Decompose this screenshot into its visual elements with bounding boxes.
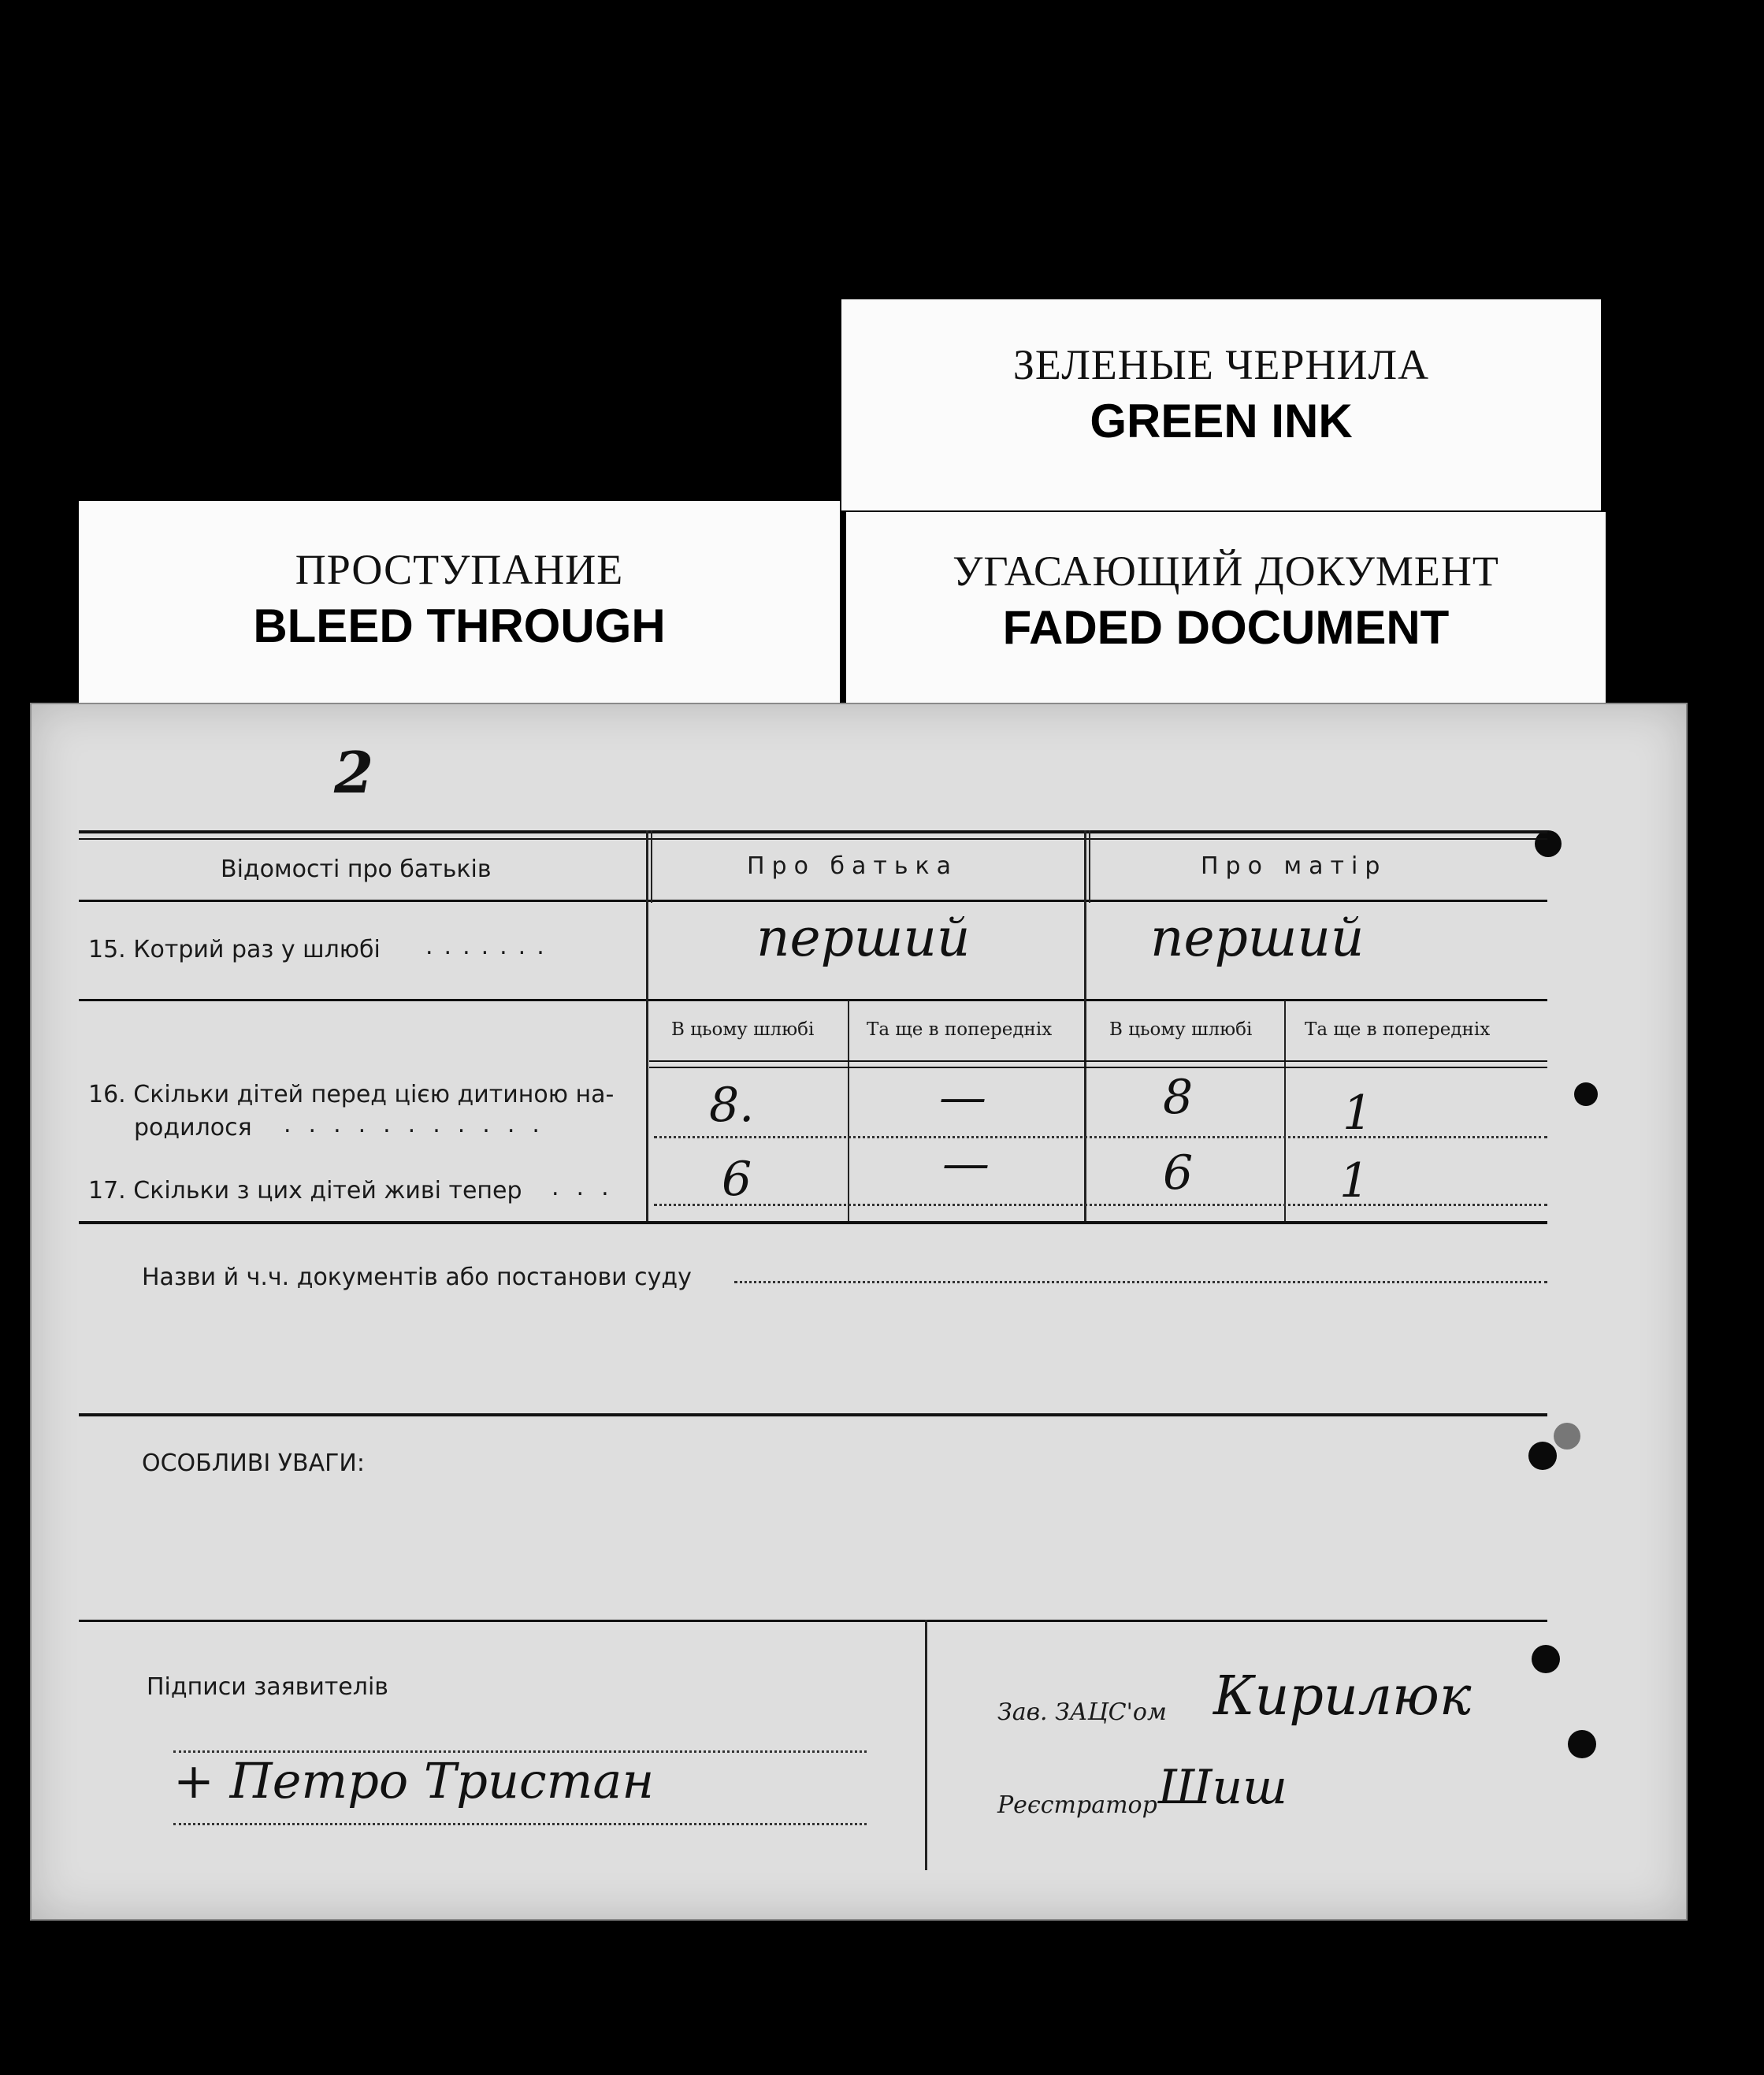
row16-father-prev: — bbox=[939, 1070, 986, 1125]
punch-hole bbox=[1554, 1423, 1580, 1450]
applicant-dotted-line bbox=[173, 1823, 867, 1825]
row17-dotted-line bbox=[654, 1204, 1547, 1206]
row16-dots: ........... bbox=[284, 1111, 557, 1138]
remarks-label: ОСОБЛИВІ УВАГИ: bbox=[142, 1450, 365, 1477]
bleed-through-tag-ru: ПРОСТУПАНИЕ bbox=[295, 546, 624, 593]
sub-father-prev: Та ще в попередніх bbox=[867, 1019, 1053, 1040]
rule bbox=[79, 830, 1547, 833]
record-card bbox=[30, 703, 1688, 1921]
divider bbox=[1084, 1000, 1086, 1221]
divider bbox=[646, 900, 648, 1002]
rule bbox=[649, 1060, 1547, 1062]
divider bbox=[1284, 1000, 1286, 1221]
rule bbox=[79, 1221, 1547, 1224]
row17-father-prev: — bbox=[942, 1136, 990, 1191]
head-label: Зав. ЗАЦС'ом bbox=[997, 1698, 1167, 1726]
header-info: Відомості про батьків bbox=[221, 856, 492, 883]
registrar-signature: Шиш bbox=[1158, 1760, 1287, 1815]
row16-father-this: 8. bbox=[709, 1078, 755, 1133]
faded-document-tag-en: FADED DOCUMENT bbox=[1002, 601, 1450, 654]
row17-label: 17. Скільки з цих дітей живі тепер bbox=[88, 1177, 522, 1205]
documents-label: Назви й ч.ч. документів або постанови суду bbox=[142, 1264, 692, 1291]
bleed-through-tag bbox=[79, 501, 840, 704]
punch-hole bbox=[1568, 1730, 1596, 1758]
rule bbox=[79, 900, 1547, 902]
sub-father-this: В цьому шлюбі bbox=[671, 1019, 815, 1040]
punch-hole bbox=[1574, 1082, 1598, 1106]
corner-mark: 2 bbox=[334, 739, 374, 806]
rule bbox=[79, 999, 1547, 1001]
sub-mother-this: В цьому шлюбі bbox=[1109, 1019, 1253, 1040]
punch-hole bbox=[1535, 830, 1562, 857]
row17-mother-this: 6 bbox=[1163, 1145, 1194, 1201]
green-ink-tag-ru: ЗЕЛЕНЫЕ ЧЕРНИЛА bbox=[1012, 341, 1430, 388]
rule bbox=[79, 1413, 1547, 1416]
row15-dots: ....... bbox=[425, 933, 555, 960]
divider bbox=[1084, 830, 1086, 903]
divider bbox=[1089, 830, 1090, 903]
row16-mother-this: 8 bbox=[1163, 1070, 1194, 1125]
applicants-label: Підписи заявителів bbox=[147, 1673, 388, 1701]
row16-dotted-line bbox=[654, 1136, 1547, 1138]
divider bbox=[848, 1000, 849, 1221]
header-father: Про батька bbox=[747, 852, 959, 880]
divider bbox=[646, 830, 648, 903]
green-ink-tag-en: GREEN INK bbox=[1090, 395, 1353, 447]
row16-mother-prev: 1 bbox=[1342, 1086, 1373, 1141]
rule bbox=[79, 838, 1547, 840]
documents-dotted-line bbox=[734, 1281, 1547, 1283]
rule bbox=[79, 1620, 1547, 1622]
divider bbox=[925, 1620, 927, 1870]
row17-mother-prev: 1 bbox=[1339, 1153, 1370, 1208]
row15-mother-value: перший bbox=[1150, 908, 1365, 968]
faded-document-tag bbox=[846, 512, 1606, 704]
punch-hole bbox=[1532, 1645, 1560, 1673]
sub-mother-prev: Та ще в попередніх bbox=[1305, 1019, 1491, 1040]
header-mother: Про матір bbox=[1201, 852, 1387, 880]
divider bbox=[1084, 900, 1086, 1002]
green-ink-tag bbox=[841, 299, 1601, 510]
divider bbox=[651, 830, 652, 903]
row17-father-this: 6 bbox=[722, 1152, 752, 1207]
registrar-label: Реєстратор bbox=[997, 1791, 1157, 1819]
row16-label-line1: 16. Скільки дітей перед цією дитиною на- bbox=[88, 1081, 615, 1108]
bleed-through-tag-en: BLEED THROUGH bbox=[253, 599, 666, 652]
row15-label: 15. Котрий раз у шлюбі bbox=[88, 936, 381, 963]
row15-father-value: перший bbox=[756, 908, 971, 968]
faded-document-tag-ru: УГАСАЮЩИЙ ДОКУМЕНТ bbox=[953, 548, 1499, 595]
row17-dots: ... bbox=[551, 1174, 626, 1201]
applicant-dotted-line bbox=[173, 1750, 867, 1753]
row16-label-line2: родилося bbox=[134, 1114, 252, 1141]
punch-hole bbox=[1528, 1442, 1557, 1470]
head-signature: Кирилюк bbox=[1213, 1665, 1472, 1728]
applicant-signature: + Петро Тристан bbox=[173, 1752, 655, 1810]
rule bbox=[649, 1067, 1547, 1068]
divider bbox=[646, 1000, 648, 1221]
